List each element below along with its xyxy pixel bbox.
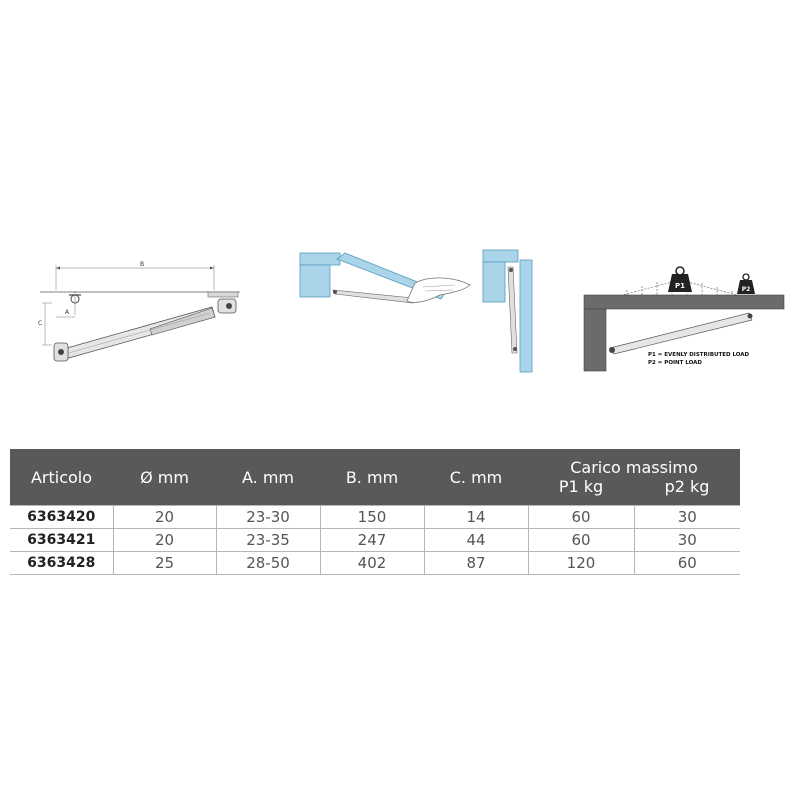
dim-b-label: B: [139, 261, 145, 268]
cell-a: 23-35: [216, 529, 320, 552]
flap-panel-closed: [520, 260, 532, 372]
cell-a: 23-30: [216, 506, 320, 529]
cell-articolo: 6363428: [10, 552, 113, 575]
top-bracket: [208, 292, 238, 297]
table-row: [10, 552, 740, 575]
p1-label: P1: [674, 282, 686, 290]
cell-b: 402: [320, 552, 424, 575]
cell-diametro: 20: [113, 506, 216, 529]
strut-closed: [508, 267, 517, 353]
strut-under-shelf: [610, 313, 752, 354]
p2-label: P2: [741, 286, 751, 293]
cell-c: 44: [424, 529, 528, 552]
cell-p2: 30: [634, 506, 740, 529]
cell-articolo: 6363421: [10, 529, 113, 552]
cell-p1: 60: [528, 529, 634, 552]
dim-c-label: C: [38, 320, 43, 327]
wall-panel-top: [300, 253, 340, 265]
header-c: C. mm: [449, 467, 503, 487]
wall-panel-closed: [483, 262, 505, 302]
cell-p1: 120: [528, 552, 634, 575]
top-pivot: [226, 303, 232, 309]
bottom-pivot: [58, 349, 64, 355]
wall-panel-top-closed: [483, 250, 518, 262]
header-diametro: Ø mm: [140, 467, 189, 487]
wall-block: [584, 309, 606, 371]
cell-articolo: 6363420: [10, 506, 113, 529]
legend-p2: P2 = POINT LOAD: [648, 360, 702, 366]
table-header-row: [10, 449, 740, 477]
cell-b: 150: [320, 506, 424, 529]
dimension-diagram: [40, 255, 255, 375]
cell-p2: 60: [634, 552, 740, 575]
cell-b: 247: [320, 529, 424, 552]
header-b: B. mm: [345, 467, 399, 487]
cell-p1: 60: [528, 506, 634, 529]
load-diagram: [582, 260, 787, 375]
wall-panel: [300, 265, 330, 297]
shelf-panel: [584, 295, 784, 309]
header-carico-massimo: Carico massimo: [570, 458, 698, 477]
header-articolo: Articolo: [30, 467, 93, 487]
cell-diametro: 25: [113, 552, 216, 575]
header-p1: P1 kg: [558, 477, 604, 496]
cell-c: 14: [424, 506, 528, 529]
table-row: [10, 506, 740, 529]
table-row: [10, 529, 740, 552]
legend-p1: P1 = EVENLY DISTRIBUTED LOAD: [648, 352, 750, 358]
cell-diametro: 20: [113, 529, 216, 552]
dim-a-label: A: [64, 309, 70, 316]
spec-table: [10, 449, 740, 575]
cell-a: 28-50: [216, 552, 320, 575]
strut-open: [333, 290, 413, 303]
operation-diagram: [295, 245, 540, 375]
cell-c: 87: [424, 552, 528, 575]
cell-p2: 30: [634, 529, 740, 552]
header-p2: p2 kg: [664, 477, 710, 496]
header-a: A. mm: [241, 467, 294, 487]
